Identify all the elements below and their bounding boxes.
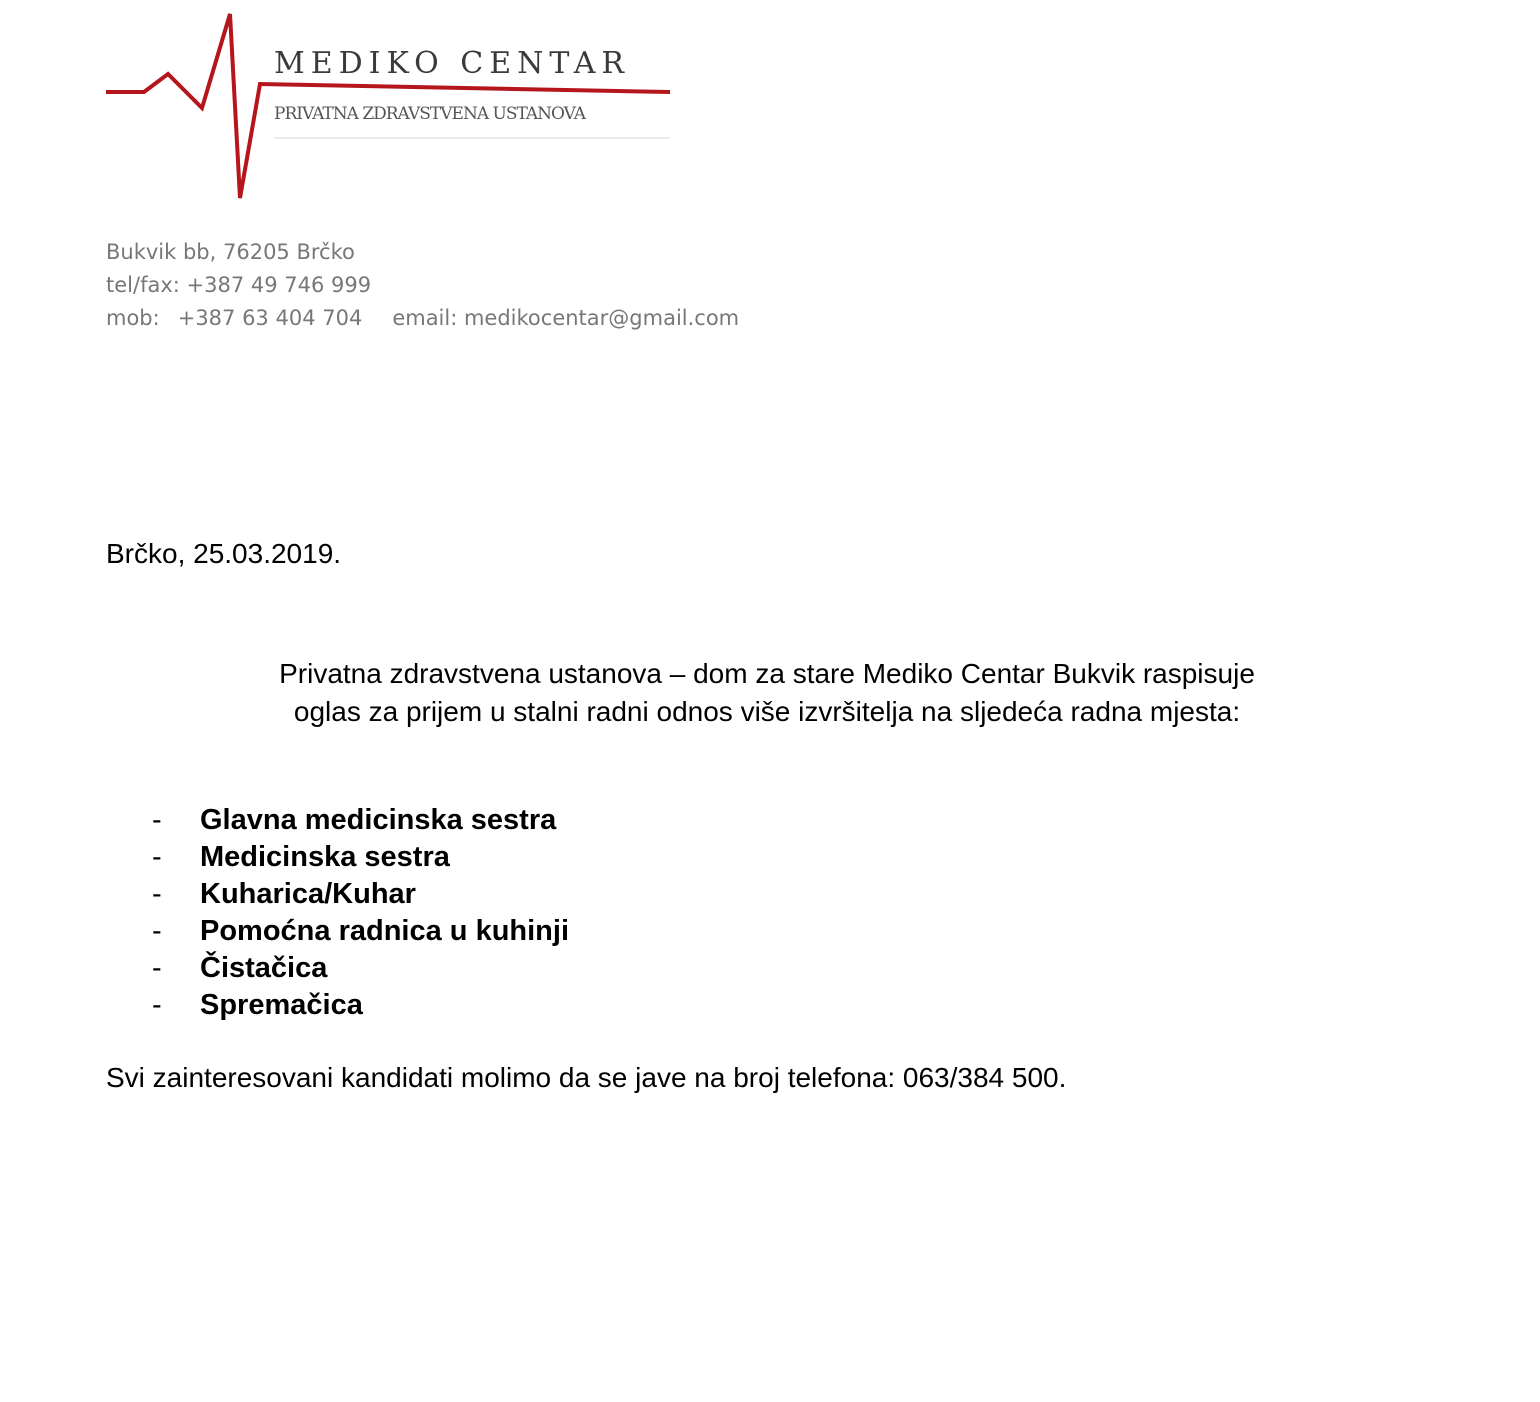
list-item [152, 913, 569, 950]
bullet: - [152, 952, 162, 984]
bullet: - [152, 915, 162, 947]
list-item [152, 802, 569, 839]
job-title: Kuharica/Kuhar [200, 878, 416, 910]
job-title: Medicinska sestra [200, 841, 450, 873]
job-title: Glavna medicinska sestra [200, 804, 557, 836]
bullet: - [152, 878, 162, 910]
mobile-number: +387 63 404 704 [177, 306, 363, 330]
intro-paragraph [106, 655, 1428, 731]
address: Bukvik bb, 76205 Brčko [106, 240, 355, 264]
bullet: - [152, 989, 162, 1021]
job-title: Spremačica [200, 989, 363, 1021]
job-list [152, 802, 569, 1024]
intro-line-1: Privatna zdravstvena ustanova – dom za stare Mediko Centar Bukvik raspisuje [279, 658, 1255, 689]
job-title: Pomoćna radnica u kuhinji [200, 915, 570, 947]
job-title: Čistačica [200, 952, 328, 984]
mobile-email-line [106, 302, 739, 335]
email: email: medikocentar@gmail.com [392, 306, 740, 330]
bullet: - [152, 841, 162, 873]
list-item [152, 987, 569, 1024]
bullet: - [152, 804, 162, 836]
logo-subtitle: PRIVATNA ZDRAVSTVENA USTANOVA [274, 104, 586, 124]
closing-paragraph: Svi zainteresovani kandidati molimo da se jave na broj telefona: 063/384 500. [106, 1062, 1067, 1093]
list-item [152, 839, 569, 876]
mobile-label: mob: [106, 306, 160, 330]
intro-line-2: oglas za prijem u stalni radni odnos više izvršitelja na sljedeća radna mjesta: [293, 696, 1241, 727]
list-item [152, 876, 569, 913]
list-item [152, 950, 569, 987]
contact-block [106, 236, 739, 335]
logo-title: MEDIKO CENTAR [274, 46, 630, 81]
document-date: Brčko, 25.03.2019. [106, 538, 342, 569]
tel-fax: tel/fax: +387 49 746 999 [106, 273, 372, 297]
logo [104, 8, 684, 208]
